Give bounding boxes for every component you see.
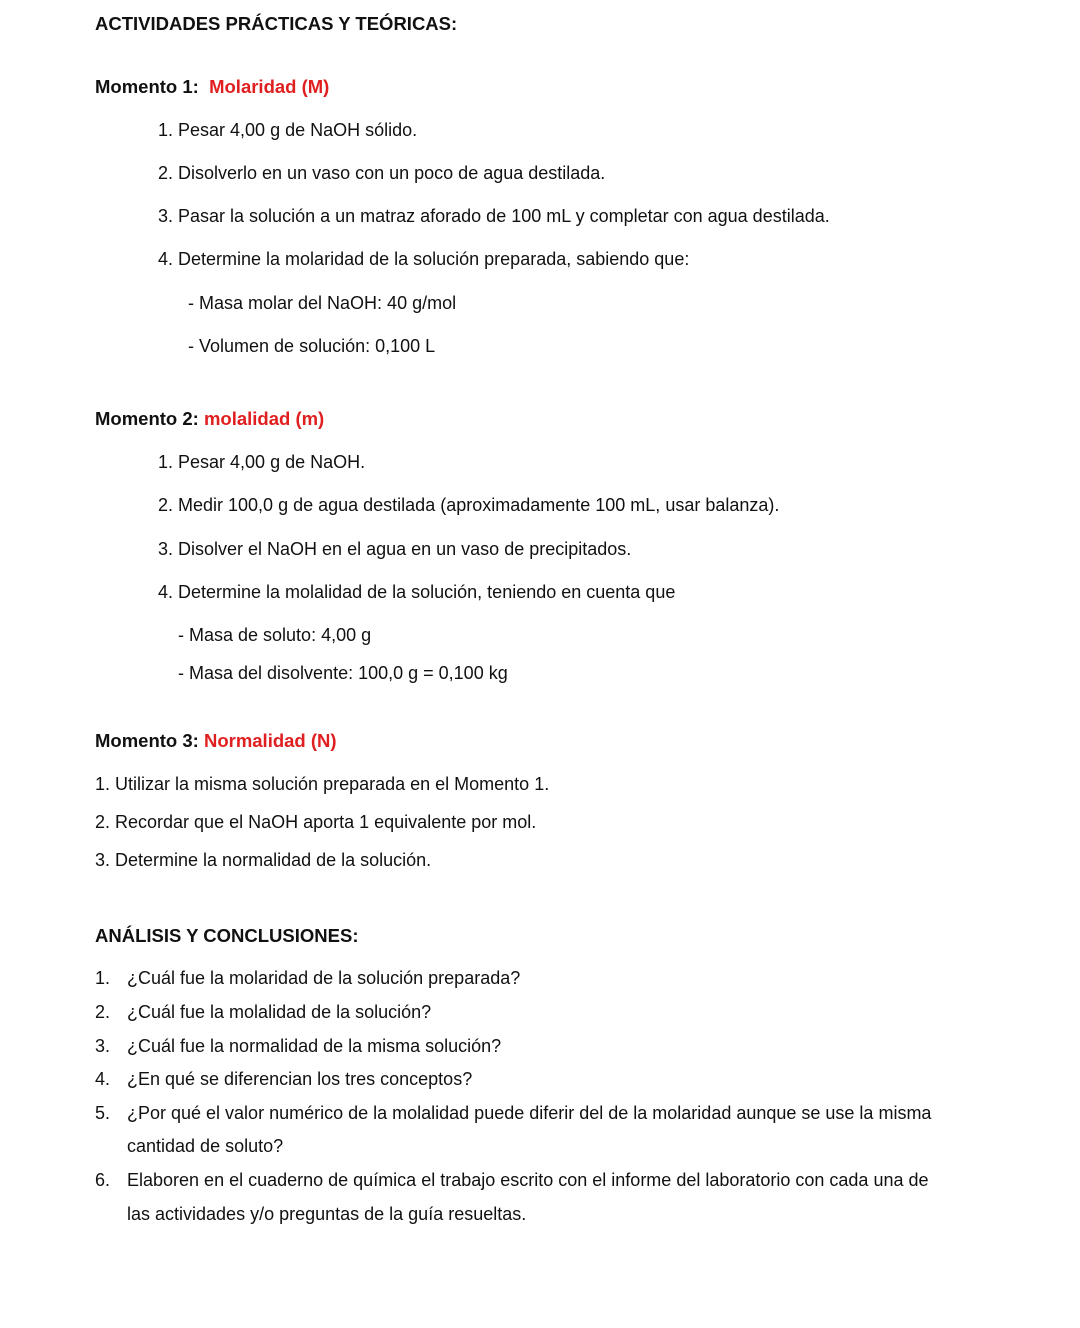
question-6-number: 6. <box>95 1170 111 1190</box>
momento-1-data-1: - Masa molar del NaOH: 40 g/mol <box>188 293 457 313</box>
momento-1-data-2: - Volumen de solución: 0,100 L <box>188 336 436 356</box>
momento-2-data-1: - Masa de soluto: 4,00 g <box>178 625 372 645</box>
momento-1-heading <box>95 76 329 98</box>
momento-2-step-4: 4. Determine la molalidad de la solución, teniendo en cuenta que <box>158 582 676 602</box>
question-5-text-line-2: cantidad de soluto? <box>127 1136 284 1156</box>
momento-1-step-4: 4. Determine la molaridad de la solución preparada, sabiendo que: <box>158 249 690 269</box>
momento-2-data-2: - Masa del disolvente: 100,0 g = 0,100 kg <box>178 663 508 683</box>
question-1-number: 1. <box>95 968 111 988</box>
question-4-number: 4. <box>95 1069 111 1089</box>
question-2-text: ¿Cuál fue la molalidad de la solución? <box>127 1002 432 1022</box>
momento-1-topic: Molaridad (M) <box>209 76 330 97</box>
momento-1-step-1: 1. Pesar 4,00 g de NaOH sólido. <box>158 120 418 140</box>
question-3-number: 3. <box>95 1036 111 1056</box>
question-5-text-line-1: ¿Por qué el valor numérico de la molalidad puede diferir del de la molaridad aunque se use la misma <box>127 1103 932 1123</box>
momento-3-step-2: 2. Recordar que el NaOH aporta 1 equivalente por mol. <box>95 812 537 832</box>
momento-2-topic: molalidad (m) <box>203 408 325 429</box>
momento-3-heading <box>95 730 337 752</box>
momento-2-heading <box>95 408 324 430</box>
analisis-title: ANÁLISIS Y CONCLUSIONES: <box>95 925 359 946</box>
question-5-number: 5. <box>95 1103 111 1123</box>
question-1-text: ¿Cuál fue la molaridad de la solución preparada? <box>127 968 521 988</box>
momento-1-step-2: 2. Disolverlo en un vaso con un poco de agua destilada. <box>158 163 606 183</box>
question-2-number: 2. <box>95 1002 111 1022</box>
question-6-text-line-1: Elaboren en el cuaderno de química el trabajo escrito con el informe del laboratorio con cada una de <box>127 1170 929 1190</box>
momento-2-step-1: 1. Pesar 4,00 g de NaOH. <box>158 452 366 472</box>
question-6-text-line-2: las actividades y/o preguntas de la guía resueltas. <box>127 1204 527 1224</box>
momento-3-label: Momento 3: <box>95 730 199 751</box>
momento-2-label: Momento 2: <box>95 408 199 429</box>
momento-3-step-3: 3. Determine la normalidad de la solución. <box>95 850 432 870</box>
momento-1-label: Momento 1: <box>95 76 199 97</box>
question-4-text: ¿En qué se diferencian los tres conceptos? <box>127 1069 473 1089</box>
momento-1-step-3: 3. Pasar la solución a un matraz aforado de 100 mL y completar con agua destilada. <box>158 206 830 226</box>
momento-2-step-2: 2. Medir 100,0 g de agua destilada (aproximadamente 100 mL, usar balanza). <box>158 495 780 515</box>
momento-3-topic: Normalidad (N) <box>203 730 337 751</box>
momento-2-step-3: 3. Disolver el NaOH en el agua en un vaso de precipitados. <box>158 539 632 559</box>
question-3-text: ¿Cuál fue la normalidad de la misma solución? <box>127 1036 502 1056</box>
momento-3-step-1: 1. Utilizar la misma solución preparada en el Momento 1. <box>95 774 550 794</box>
page-title: ACTIVIDADES PRÁCTICAS Y TEÓRICAS: <box>95 13 458 34</box>
